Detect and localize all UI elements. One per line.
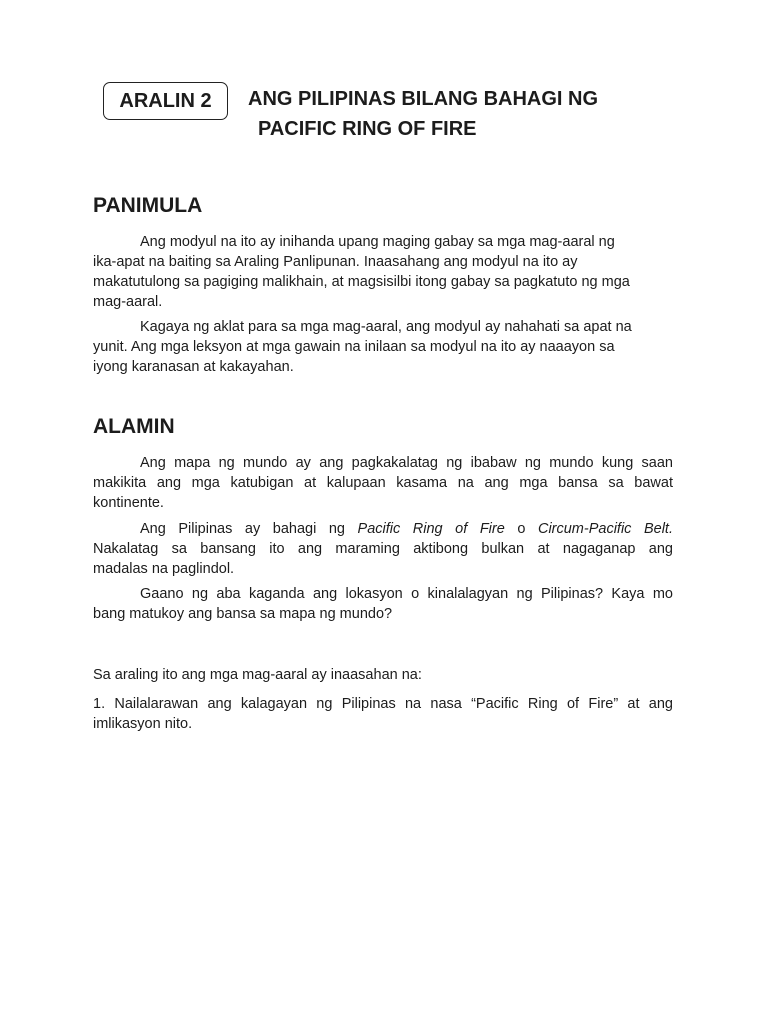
alamin-p2-line: Nakalatag sa bansang ito ang maraming aktibong bulkan at nagaganap ang [93, 541, 673, 557]
panimula-p1-line: ika-apat na baiting sa Araling Panlipunan. Inaasahang ang modyul na ito ay [93, 254, 578, 270]
alamin-p3-line: bang matukoy ang bansa sa mapa ng mundo? [93, 606, 393, 622]
alamin-heading: ALAMIN [93, 415, 175, 438]
alamin-p2-line [140, 519, 673, 539]
panimula-p1-line: mag-aaral. [93, 294, 163, 310]
text: Ang Pilipinas ay bahagi ng [140, 521, 358, 537]
text: o [504, 521, 538, 537]
alamin-p1-line: kontinente. [93, 495, 164, 511]
panimula-p2-line: Kagaya ng aklat para sa mga mag-aaral, ang modyul ay nahahati sa apat na [140, 319, 632, 335]
alamin-p1-line: Ang mapa ng mundo ay ang pagkakalatag ng ibabaw ng mundo kung saan [140, 455, 673, 471]
lesson-title-line1: ANG PILIPINAS BILANG BAHAGI NG [248, 88, 599, 110]
alamin-p3-line: Gaano ng aba kaganda ang lokasyon o kinalalagyan ng Pilipinas? Kaya mo [140, 586, 673, 602]
panimula-p1-line: Ang modyul na ito ay inihanda upang maging gabay sa mga mag-aaral ng [140, 234, 615, 250]
panimula-p2-line: yunit. Ang mga leksyon at mga gawain na inilaan sa modyul na ito ay naaayon sa [93, 339, 615, 355]
objectives-intro: Sa araling ito ang mga mag-aaral ay inaasahan na: [93, 667, 422, 683]
lesson-label: ARALIN 2 [119, 90, 212, 112]
circum-pacific-term: Circum-Pacific Belt. [537, 521, 673, 537]
pacific-ring-term: Pacific Ring of Fire [357, 521, 505, 537]
objective-line: 1. Nailalarawan ang kalagayan ng Pilipinas na nasa “Pacific Ring of Fire” at ang [93, 696, 673, 712]
lesson-title-line2: PACIFIC RING OF FIRE [258, 118, 477, 140]
alamin-p1-line: makikita ang mga katubigan at kalupaan kasama na ang mga bansa sa bawat [93, 475, 673, 491]
panimula-heading: PANIMULA [93, 194, 203, 217]
panimula-p1-line: makatutulong sa pagiging malikhain, at magsisilbi itong gabay sa pagkatuto ng mga [93, 274, 630, 290]
objective-line: imlikasyon nito. [93, 716, 193, 732]
alamin-p2-line: madalas na paglindol. [93, 561, 235, 577]
panimula-p2-line: iyong karanasan at kakayahan. [93, 359, 294, 375]
